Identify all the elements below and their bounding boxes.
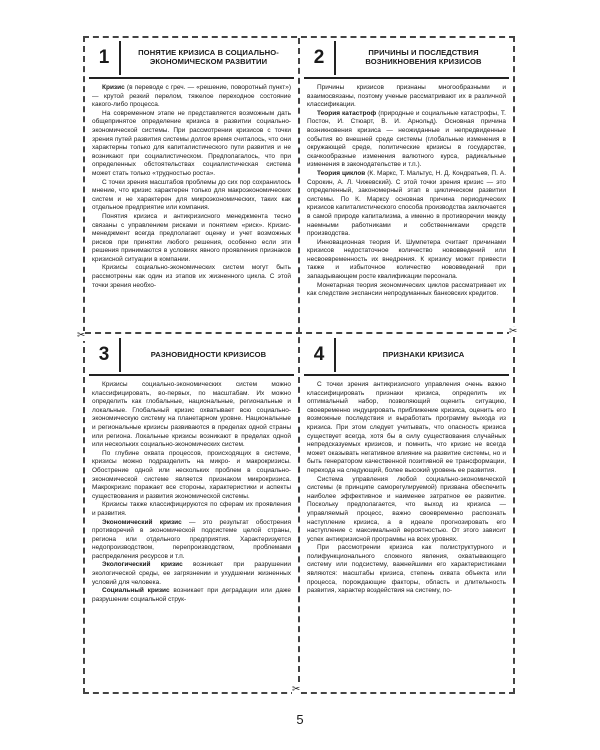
paragraph-text: Монетарная теория экономических циклов рассматривает их как следствие экспансии непродуманных банковских кредитов.	[307, 281, 506, 298]
card-number: 2	[304, 41, 336, 75]
paragraph-text: возникает при разрушении экологической среды, ее загрязнении и ухудшении жизненных условий для человека.	[92, 561, 291, 586]
card-number: 1	[89, 41, 121, 75]
paragraph	[307, 544, 506, 596]
paragraph	[92, 264, 291, 290]
card-header	[89, 338, 294, 376]
paragraph-text: (в переводе с греч. — «решение, поворотный пункт») — крутой резкий перелом, тяжелое переходное состояние какого-либо процесса.	[92, 84, 291, 109]
paragraph	[307, 170, 506, 239]
term: Теория циклов	[317, 169, 366, 177]
vertical-cut-line	[298, 38, 300, 692]
paragraph	[307, 239, 506, 282]
horizontal-cut-line	[85, 332, 513, 334]
paragraph	[307, 110, 506, 170]
term: Экономический кризис	[102, 518, 182, 526]
card-body	[304, 79, 509, 299]
card-header	[304, 41, 509, 79]
handout-sheet	[83, 36, 518, 694]
card-title: РАЗНОВИДНОСТИ КРИЗИСОВ	[150, 349, 267, 359]
paragraph-text: (К. Маркс, Т. Мальтус, Н. Д. Кондратьев, П. А. Сорокин, А. Л. Чижевский). С этой точки зрения кризис — это определенный, закономерный этап в циклическом развитии системы. По К. Марксу основная причина периодических кризисов капиталистического способа производства заключается в самой природе капитализма, а именно в противоречии между наемными работниками и собственниками средств производства.	[307, 169, 506, 238]
card-title: ПРИЗНАКИ КРИЗИСА	[382, 349, 465, 359]
paragraph	[307, 282, 506, 299]
scissors-icon: ✂	[509, 326, 518, 337]
paragraph-text: С точки зрения масштабов проблемы до сих пор сохранилось мнение, что кризис характерен только для макроэкономических систем и не характерен для микроэкономических, таких как отдельное предприятие или компания.	[92, 178, 291, 212]
card-number: 4	[304, 338, 336, 372]
paragraph-text: Система управления любой социально-экономической системы (в принципе саморегулируемой) призвана обеспечить наиболее эффективное и наименее затратное ее развитие. Поскольку предполагается, что выход из кризиса — управляемый процесс, важно своевременно распознать наступление кризиса, а в идеале прогнозировать его наступление с максимальной вероятностью. От этого зависит успех антикризисной программы на всех уровнях.	[307, 475, 506, 543]
paragraph-text: Кризисы социально-экономических систем можно классифицировать, во-первых, по масштабам. Их можно определить как глобальные, национальные, региональные и локальные. Глобальный кризис охватывает всю социально-экономическую систему на планетарном уровне. Национальные и региональные кризисы развиваются в пределах одной страны или региона. Локальные кризисы возникают в пределах одной или нескольких социально-экономических систем.	[92, 381, 291, 449]
card-header	[89, 41, 294, 79]
paragraph	[92, 587, 291, 604]
card-header	[304, 338, 509, 376]
paragraph	[92, 110, 291, 179]
paragraph-text: С точки зрения антикризисного управления очень важно классифицировать признаки кризиса, определить их оптимальный набор, позволяющий оценить ситуацию, своевременно индуцировать приближение кризиса, оценить его возможные последствия и выработать программу выхода из кризиса. При этом следует учитывать, что опасность кризиса существует всегда, хотя бы в силу существования случайных непредсказуемых кризисов, и помнить, что кризис не всегда может оказывать негативное влияние на развитие системы, но и быть генератором качественной позитивной ее трансформации, перехода на следующий, более высокий уровень ее развития.	[307, 381, 506, 474]
paragraph-text: Понятия кризиса и антикризисного менеджмента тесно связаны с управлением рисками и понятием «риск». Кризис-менеджмент всегда предполагает оценку и учет возможных рисков при принятии любого решения, особенно если эти решения принимаются в условиях явного проявления признаков кризисной ситуации в компании.	[92, 212, 291, 263]
card-title: ПРИЧИНЫ И ПОСЛЕДСТВИЯ ВОЗНИКНОВЕНИЯ КРИЗИСОВ	[365, 48, 482, 66]
paragraph-text: (природные и социальные катастрофы, Т. Постон, И. Стюарт, В. И. Арнольд). Основная причина возникновения кризиса — неожиданные и непредвиденные события во внешней среде системы (глобальные изменения в окружающей среде, политические кризисы в государстве, скачкообразные изменения валютного курса, радикальные изменения в законодательстве и т.п.).	[307, 109, 506, 169]
paragraph-text: Кризисы социально-экономических систем могут быть рассмотрены как один из этапов их жизненного цикла. С этой точки зрения необхо-	[92, 264, 291, 289]
scissors-icon: ✂	[292, 684, 301, 695]
term: Экологический кризис	[102, 561, 183, 569]
card-crisis-causes	[304, 41, 509, 328]
card-body	[89, 376, 294, 604]
paragraph-text: возникает при деградации или даже разрушении социальной струк-	[92, 587, 291, 603]
paragraph-text: По глубине охвата процессов, происходящих в системе, кризисы можно подразделить на микро- и макрокризисы. Обострение одной или нескольких проблем в социально-экономической системе является признаком микрокризиса. Макрокризис поражает все стороны, характеристики и аспекты существования и развития экономической системы.	[92, 449, 291, 500]
paragraph	[92, 519, 291, 562]
card-crisis-concept	[89, 41, 294, 328]
page-number: 5	[296, 712, 304, 727]
paragraph-text: Кризисы также классифицируются по сферам их проявления и развития.	[92, 501, 291, 517]
paragraph	[92, 179, 291, 213]
paragraph	[92, 213, 291, 265]
paragraph	[307, 84, 506, 110]
card-title: ПОНЯТИЕ КРИЗИСА В СОЦИАЛЬНО-ЭКОНОМИЧЕСКОМ РАЗВИТИИ	[138, 48, 279, 66]
term: Кризис	[102, 84, 125, 91]
paragraph	[92, 84, 291, 110]
card-number: 3	[89, 338, 121, 372]
paragraph-text: — это результат обострения противоречий в экономической подсистеме целой страны, региона или отдельного предприятия. Характеризуется недопроизводством, перепроизводством, проблемами распределения ресурсов и т.п.	[92, 518, 291, 560]
paragraph-text: Причины кризисов признаны многообразными и взаимосвязаны, поэтому ученые рассматривают их в различной классификации.	[307, 84, 506, 109]
card-crisis-signs	[304, 338, 509, 688]
card-body	[89, 79, 294, 290]
paragraph	[92, 381, 291, 450]
paragraph	[307, 381, 506, 476]
paragraph	[92, 501, 291, 518]
paragraph	[92, 561, 291, 587]
card-crisis-types	[89, 338, 294, 688]
paragraph	[307, 476, 506, 545]
paragraph-text: На современном этапе не представляется возможным дать общепринятое определение кризиса в развитии социально-экономической системы. При рассмотрении кризисов с точки зрения путей развития системы долгое время считалось, что они характерны только для капиталистического пути развития и не возникают при социалистическом. Предполагалось, что при определенных обстоятельствах социалистическая система может стать только «трудностью роста».	[92, 109, 291, 177]
card-body	[304, 376, 509, 596]
paragraph-text: Инновационная теория И. Шумпетера считает причинами кризисов недостаточное количество нововведений или несвоевременность их внедрения. К кризису может привести также и избыточное количество нововведений при запаздывающем росте квалификации персонала.	[307, 238, 506, 281]
scissors-icon: ✂	[77, 330, 86, 341]
term: Социальный кризис	[102, 587, 170, 595]
term: Теория катастроф	[317, 109, 377, 117]
paragraph-text: При рассмотрении кризиса как полиструктурного и полифункционального сложного явления, охватывающего систему или подсистему, важнейшими его характеристиками являются: масштабы кризиса, степень охвата объекта или процесса, порождающие факторы, область и длительность развития, характер воздействия на систему, по-	[307, 544, 506, 595]
paragraph	[92, 450, 291, 502]
